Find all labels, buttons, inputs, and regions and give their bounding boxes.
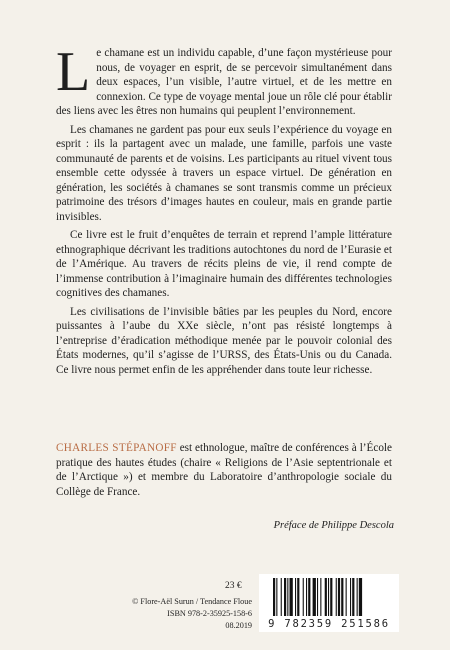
barcode-bar [350,578,351,616]
barcode-bar [346,578,347,616]
photo-credit: © Flore-Aël Surun / Tendance Floue [132,597,252,606]
barcode-bar [273,578,275,616]
price: 23 € [225,581,242,591]
barcode-bar [357,578,358,616]
barcode-bars [259,574,399,620]
credits [128,596,252,632]
paragraph-4: Les civilisations de l’invisible bâties par les peuples du Nord, encore puissantes à l’aube du XXe siècle, n’ont pas résisté longtemps à l’entreprise d’éradication méthodique menée par le pouvoir colonial des États modernes, qu’il s’agisse de l’URSS, des États-Unis ou du Canada. Ce livre nous permet enfin de les appréhender dans toute leur richesse. [56,305,392,376]
isbn: ISBN 978-2-35925-158-6 [167,609,252,618]
barcode-bar [287,578,288,616]
barcode-bar [290,578,293,616]
barcode-number: 9 782359 251586 [268,618,390,630]
barcode-bar [284,578,286,616]
barcode-bar [341,578,343,616]
barcode-bar [330,578,332,616]
barcode-bar [338,578,340,616]
paragraph-3: Ce livre est le fruit d’enquêtes de terrain et reprend l’ample littérature ethnographique décrivant les traditions autochtones du nord de l’Eurasie et de l’Amérique. Au travers de récits pleins de vie, il rend compte de l’immense contribution à l’imaginaire humain des différentes technologies cognitives des chamanes. [56,229,392,299]
barcode-bar [325,578,327,616]
barcode-bar [276,578,277,616]
barcode-bar [303,578,304,616]
barcode-bar [320,578,321,616]
author-bio [56,441,392,499]
barcode-bar [306,578,307,616]
paragraph-2: Les chamanes ne gardent pas pour eux seuls l’expérience du voyage en esprit : ils la partagent avec un malade, une famille, parfois une vaste communauté de parents et de voisins. Les participants au rituel vivent tous ensemble cette odyssée à travers un espace virtuel. De génération en génération, les sociétés à chamanes se sont transmis comme un précieux patrimoine des trésors d’images hautes en couleur, mais en grande partie invisibles. [56,123,392,223]
author-bio-text: est ethnologue, maître de conférences à l’École pratique des hautes études (chaire « Religions de l’Asie septentrionale et de l’Arctique ») et membre du Laboratoire d’anthropologie sociale du Collège de France. [56,442,392,498]
barcode-bar [359,578,362,616]
print-date: 08.2019 [225,621,252,630]
barcode-bar [297,578,299,616]
description-text [56,41,392,381]
barcode-bar [313,578,316,616]
paragraph-1: Le chamane est un individu capable, d’une façon mystérieuse pour nous, de voyager en esprit, de se percevoir simultanément dans deux espaces, l’un visible, l’autre virtuel, et de les mettre en connexion. Ce type de voyage mental joue un rôle clé pour établir des liens avec les êtres non humains qui peuplent l’environnement. [56,41,392,117]
barcode-bar [317,578,318,616]
barcode-bar [295,578,296,616]
barcode-bar [281,578,282,616]
barcode [259,574,399,632]
barcode-bar [336,578,337,616]
drop-cap: L [56,41,91,103]
barcode-bar [328,578,329,616]
preface-credit: Préface de Philippe Descola [273,520,394,531]
barcode-bar [308,578,310,616]
author-name: CHARLES STÉPANOFF [56,442,177,454]
barcode-bar [352,578,354,616]
